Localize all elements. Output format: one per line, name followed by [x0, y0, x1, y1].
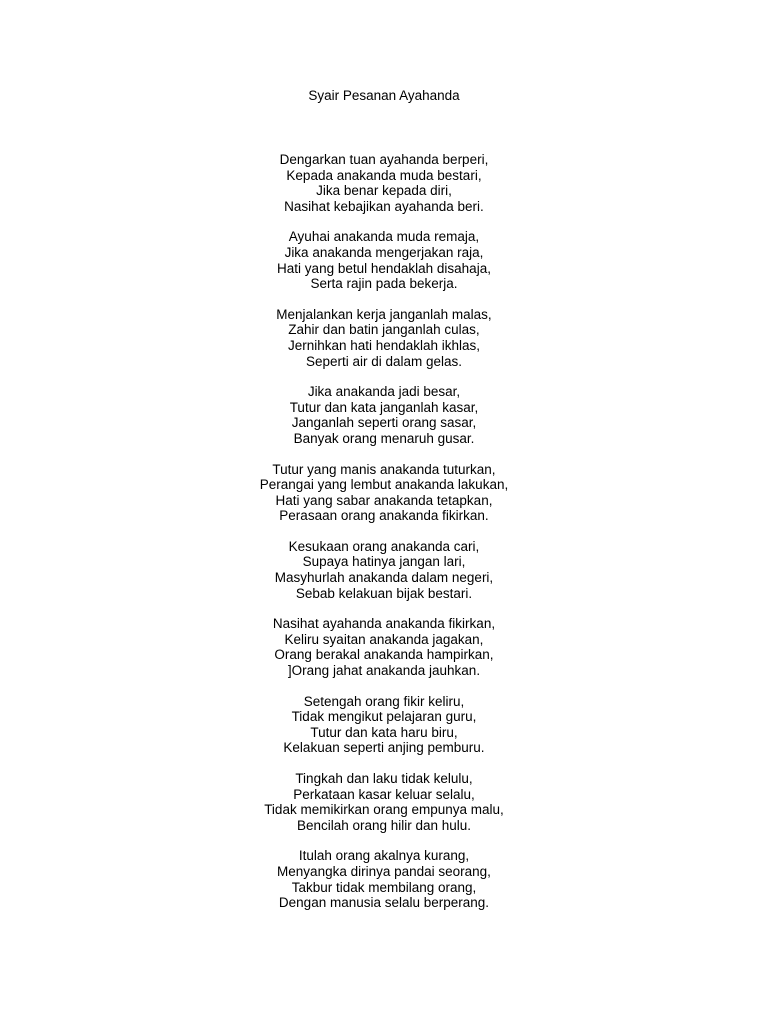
poem-line: Tutur dan kata janganlah kasar,: [289, 399, 479, 415]
stanza: [0, 694, 768, 756]
poem-line: Keliru syaitan anakanda jagakan,: [284, 631, 484, 647]
poem-line: Seperti air di dalam gelas.: [305, 353, 463, 369]
poem-line: Kepada anakanda muda bestari,: [286, 167, 482, 183]
poem-line: Menyangka dirinya pandai seorang,: [277, 863, 491, 879]
poem-line: Dengan manusia selalu berperang.: [278, 895, 490, 911]
poem-line: ]Orang jahat anakanda jauhkan.: [287, 663, 481, 679]
poem-line: Nasihat ayahanda anakanda fikirkan,: [272, 616, 496, 632]
poem-line: Zahir dan batin janganlah culas,: [288, 322, 480, 338]
poem-line: Hati yang sabar anakanda tetapkan,: [275, 492, 493, 508]
poem-line: Janganlah seperti orang sasar,: [291, 415, 477, 431]
poem-line: Jernihkan hati hendaklah ikhlas,: [287, 337, 481, 353]
poem-line: Itulah orang akalnya kurang,: [298, 848, 470, 864]
poem-line: Perasaan orang anakanda fikirkan.: [279, 508, 489, 524]
poem-line: Setengah orang fikir keliru,: [303, 693, 465, 709]
stanza: [0, 462, 768, 524]
poem-body: [0, 152, 768, 926]
stanza: [0, 384, 768, 446]
stanza: [0, 229, 768, 291]
stanza: [0, 616, 768, 678]
stanza: [0, 152, 768, 214]
poem-line: Hati yang betul hendaklah disahaja,: [277, 260, 491, 276]
poem-line: Tidak memikirkan orang empunya malu,: [264, 802, 504, 818]
poem-line: Kesukaan orang anakanda cari,: [288, 538, 480, 554]
poem-line: Tingkah dan laku tidak kelulu,: [295, 771, 473, 786]
poem-line: Menjalankan kerja janganlah malas,: [276, 306, 492, 322]
poem-line: Kelakuan seperti anjing pemburu.: [283, 740, 485, 756]
stanza: [0, 771, 768, 833]
poem-line: Sebab kelakuan bijak bestari.: [295, 585, 473, 601]
stanza: [0, 307, 768, 369]
poem-line: Tutur yang manis anakanda tuturkan,: [272, 461, 496, 477]
poem-line: Jika anakanda mengerjakan raja,: [284, 244, 484, 260]
poem-line: Ayuhai anakanda muda remaja,: [288, 229, 480, 245]
poem-line: Masyhurlah anakanda dalam negeri,: [274, 570, 494, 586]
poem-line: Tutur dan kata haru biru,: [310, 724, 458, 740]
poem-title: Syair Pesanan Ayahanda: [308, 88, 460, 103]
poem-line: Bencilah orang hilir dan hulu.: [296, 817, 472, 833]
poem-line: Banyak orang menaruh gusar.: [293, 430, 475, 446]
stanza: [0, 848, 768, 910]
poem-line: Orang berakal anakanda hampirkan,: [274, 647, 494, 663]
poem-line: Takbur tidak membilang orang,: [291, 879, 477, 895]
poem-line: Tidak mengikut pelajaran guru,: [291, 709, 477, 725]
poem-line: Jika anakanda jadi besar,: [307, 384, 461, 400]
poem-line: Dengarkan tuan ayahanda berperi,: [279, 152, 489, 167]
poem-line: Jika benar kepada diri,: [316, 183, 452, 199]
stanza: [0, 539, 768, 601]
poem-line: Perkataan kasar keluar selalu,: [293, 786, 475, 802]
poem-line: Perangai yang lembut anakanda lakukan,: [259, 477, 509, 493]
poem-line: Serta rajin pada bekerja.: [310, 276, 458, 292]
poem-line: Nasihat kebajikan ayahanda beri.: [284, 198, 484, 214]
poem-line: Supaya hatinya jangan lari,: [302, 554, 466, 570]
